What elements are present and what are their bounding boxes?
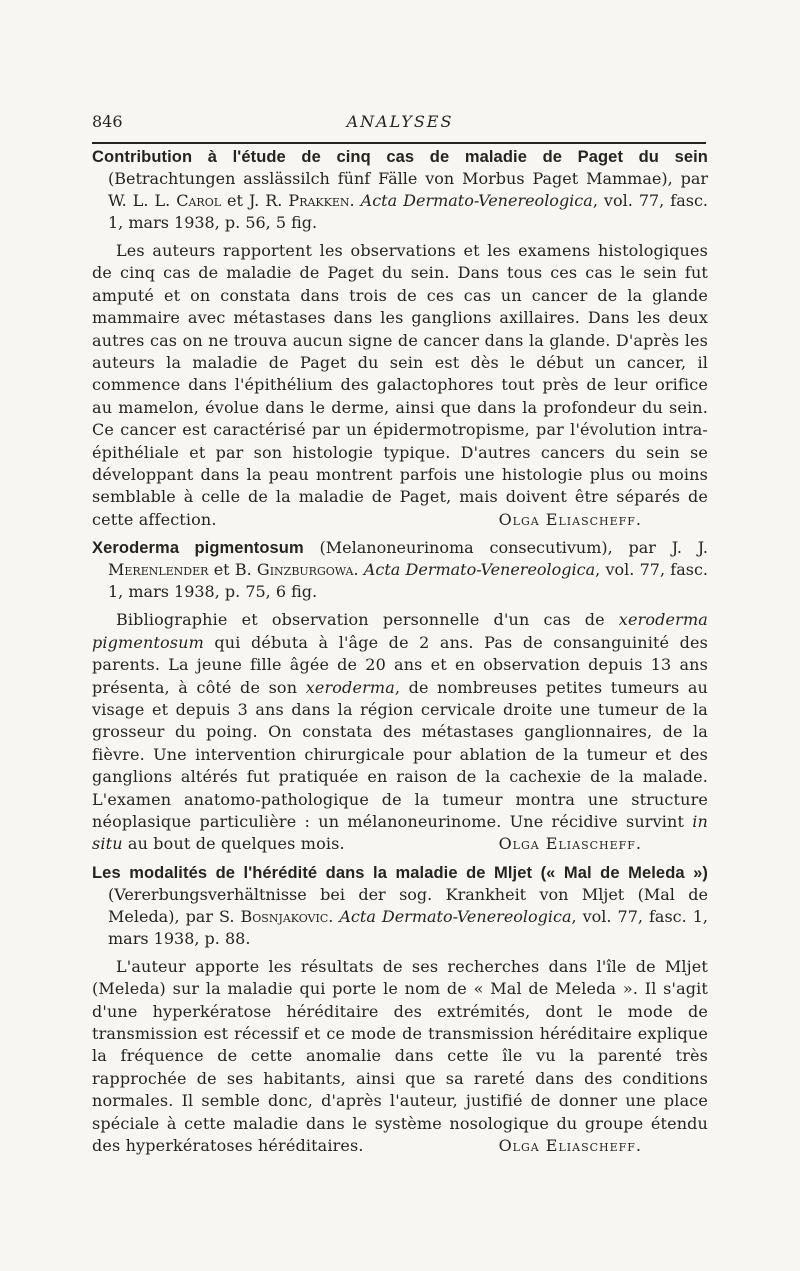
review-signature: Olga Eliascheff.	[498, 509, 642, 529]
review-paget	[92, 146, 708, 531]
running-head	[92, 112, 708, 134]
author-name: Bosnjakovic	[240, 906, 329, 926]
review-title: Xeroderma pigmentosum	[92, 539, 304, 558]
review-signature: Olga Eliascheff.	[498, 834, 642, 854]
journal-name: Acta Dermato-Venereologica	[363, 560, 596, 580]
review-title: Contribution à l'étude de cinq cas de maladie de Paget du sein	[92, 148, 708, 166]
review-body: Bibliographie et observation personnelle d'un cas de xeroderma pigmentosum qui débuta à l'âge de 2 ans. Pas de consanguinité des parents. La jeune fille âgée de 20 ans et en observation depuis 13 ans présenta, à côté de son xeroderma, de nombreuses petites tumeurs au visage et depuis 3 ans dans la région cervicale droite une tumeur de la grosseur du poing. On constata des métastases ganglionnaires, de la fièvre. Une intervention chirurgicale pour ablation de la tumeur et des ganglions altérés fut pratiquée en raison de la cachexie de la malade. L'examen anatomo-pathologique de la tumeur montra une structure néoplasique particulière : un mélanoneurinome. Une récidive survint in situ au bout de quelques mois. Olga Eliascheff.	[92, 609, 708, 855]
journal-name: Acta Dermato-Venereologica	[360, 191, 593, 210]
author-name: Carol	[176, 191, 222, 210]
review-body: Les auteurs rapportent les observations et les examens histologiques de cinq cas de maladie de Paget du sein. Dans tous ces cas le sein fut amputé et on constata dans trois de ces cas un cancer de la glande mammaire avec métastases dans les ganglions axillaires. Dans les deux autres cas on ne trouva aucun signe de cancer dans la glande. D'après les auteurs la maladie de Paget du sein est dès le début un cancer, il commence dans l'épithélium des galactophores tout près de leur orifice au mamelon, évolue dans le derme, ainsi que dans la profondeur du sein. Ce cancer est caractérisé par un épidermotropisme, par l'évolution intra-épithéliale et par son histologie typique. D'autres cancers du sein se développant dans la peau montrent parfois une histologie plus ou moins semblable à celle de la maladie de Paget, mais doivent être séparés de cette affection. Olga Eliascheff.	[92, 240, 708, 531]
review-xeroderma	[92, 537, 708, 855]
review-reference: Contribution à l'étude de cinq cas de maladie de Paget du sein (Betrachtungen asslässilch fünf Fälle von Morbus Paget Mammae), par W. L. L. Carol et J. R. Prakken. Acta Dermato-Venereologica, vol. 77, fasc. 1, mars 1938, p. 56, 5 fig.	[92, 148, 709, 232]
author-name: Ginzburgowa	[256, 560, 354, 580]
review-mljet	[92, 862, 708, 1158]
reviews	[92, 146, 708, 1163]
review-reference: Les modalités de l'hérédité dans la maladie de Mljet (« Mal de Meleda ») (Vererbungsverhältnisse bei der sog. Krankheit von Mljet (Mal de Meleda), par S. Bosnjakovic. Acta Dermato-Venereologica, vol. 77, fasc. 1, mars 1938, p. 88.	[92, 863, 709, 948]
journal-name: Acta Dermato-Venereologica	[339, 906, 572, 926]
review-signature: Olga Eliascheff.	[498, 1136, 642, 1155]
review-reference: Xeroderma pigmentosum (Melanoneurinoma consecutivum), par J. J. Merenlender et B. Ginzburgowa. Acta Dermato-Venereologica, vol. 77, fasc. 1, mars 1938, p. 75, 6 fig.	[92, 538, 709, 602]
review-body: L'auteur apporte les résultats de ses recherches dans l'île de Mljet (Meleda) sur la maladie qui porte le nom de « Mal de Meleda ». Il s'agit d'une hyperkératose héréditaire des extrémités, dont le mode de transmission est récessif et ce mode de transmission héréditaire explique la fréquence de cette anomalie dans cette île vu la parenté très rapprochée de ses habitants, ainsi que sa rareté dans des conditions normales. Il semble donc, d'après l'auteur, justifié de donner une place spéciale à cette maladie dans le système nosologique du groupe étendu des hyperkératoses héréditaires. Olga Eliascheff.	[92, 956, 708, 1158]
page-number: 846	[92, 112, 123, 131]
header-rule	[92, 142, 706, 144]
author-name: Merenlender	[108, 560, 209, 580]
section-title: ANALYSES	[346, 112, 454, 131]
author-name: Prakken	[288, 191, 350, 210]
review-title: Les modalités de l'hérédité dans la maladie de Mljet (« Mal de Meleda »)	[92, 863, 708, 882]
